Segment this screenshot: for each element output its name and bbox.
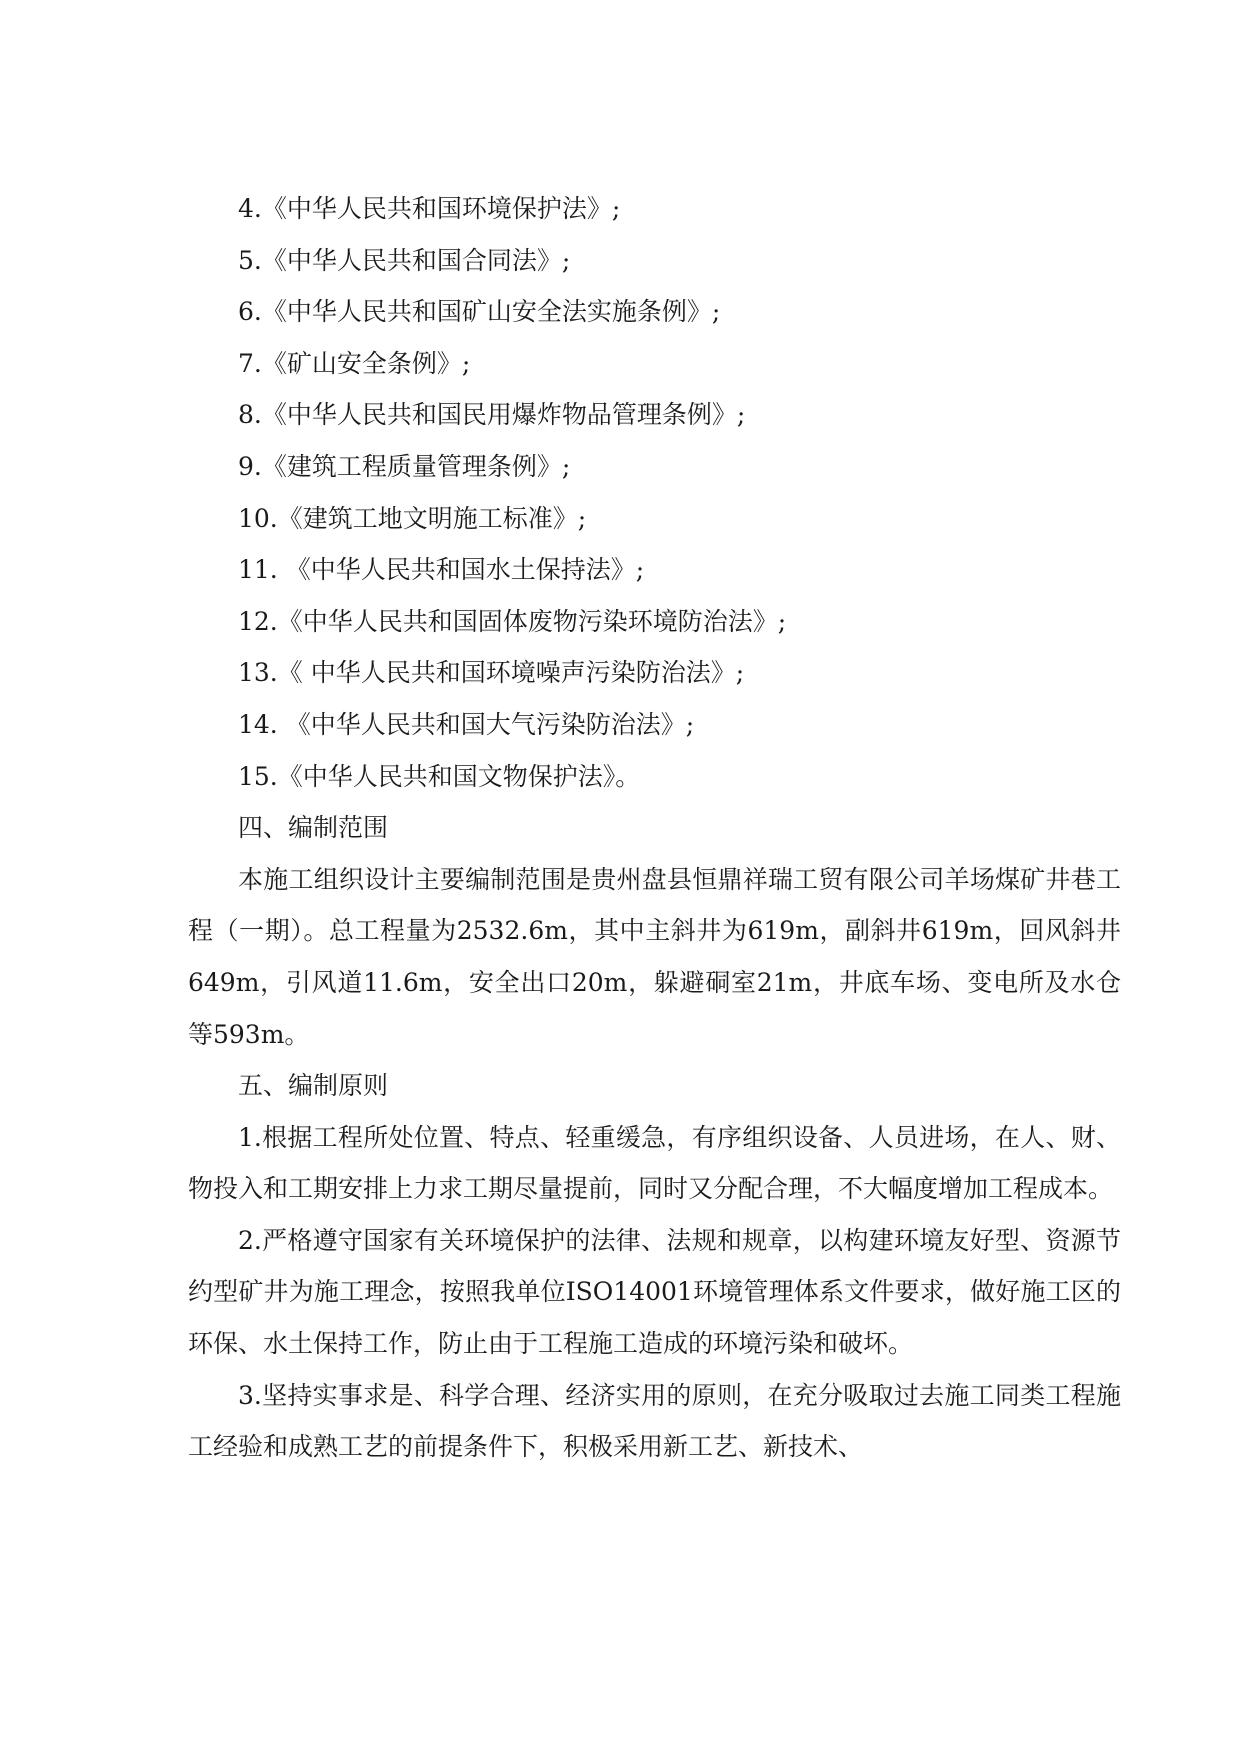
list-item: 10.《建筑工地文明施工标准》; — [238, 503, 587, 533]
section-heading-principles: 五、编制原则 — [238, 1071, 389, 1101]
list-item: 11. 《中华人民共和国水土保持法》; — [238, 555, 645, 585]
list-item: 4.《中华人民共和国环境保护法》; — [238, 194, 621, 223]
scope-paragraph: 本施工组织设计主要编制范围是贵州盘县恒鼎祥瑞工贸有限公司羊场煤矿井巷工程（一期）。总工程量为2532.6m，其中主斜井为619m，副斜井619m，回风斜井649m，引风道11.6m，安全出口20m，躲避硐室21m，井底车场、变电所及水仓等593m。 — [188, 864, 1121, 1049]
principle-paragraph: 1.根据工程所处位置、特点、轻重缓急，有序组织设备、人员进场，在人、财、物投入和工期安排上力求工期尽量提前，同时又分配合理，不大幅度增加工程成本。 — [188, 1122, 1121, 1204]
list-item: 6.《中华人民共和国矿山安全法实施条例》; — [238, 297, 721, 327]
document-body — [188, 183, 1121, 1473]
list-item: 15.《中华人民共和国文物保护法》。 — [238, 761, 641, 791]
list-item: 12.《中华人民共和国固体废物污染环境防治法》; — [238, 606, 787, 636]
list-item: 7.《矿山安全条例》; — [238, 348, 471, 378]
list-item: 8.《中华人民共和国民用爆炸物品管理条例》; — [238, 400, 746, 430]
list-item: 14. 《中华人民共和国大气污染防治法》; — [238, 709, 695, 739]
section-heading-scope: 四、编制范围 — [238, 813, 389, 843]
list-item: 5.《中华人民共和国合同法》; — [238, 245, 571, 275]
list-item: 9.《建筑工程质量管理条例》; — [238, 451, 571, 481]
list-item: 13.《 中华人民共和国环境噪声污染防治法》; — [238, 658, 745, 688]
principle-paragraph: 3.坚持实事求是、科学合理、经济实用的原则，在充分吸取过去施工同类工程施工经验和成熟工艺的前提条件下，积极采用新工艺、新技术、 — [188, 1380, 1121, 1462]
principle-paragraph: 2.严格遵守国家有关环境保护的法律、法规和规章，以构建环境友好型、资源节约型矿井为施工理念，按照我单位ISO14001环境管理体系文件要求，做好施工区的环保、水土保持工作，防止由于工程施工造成的环境污染和破坏。 — [188, 1225, 1121, 1359]
